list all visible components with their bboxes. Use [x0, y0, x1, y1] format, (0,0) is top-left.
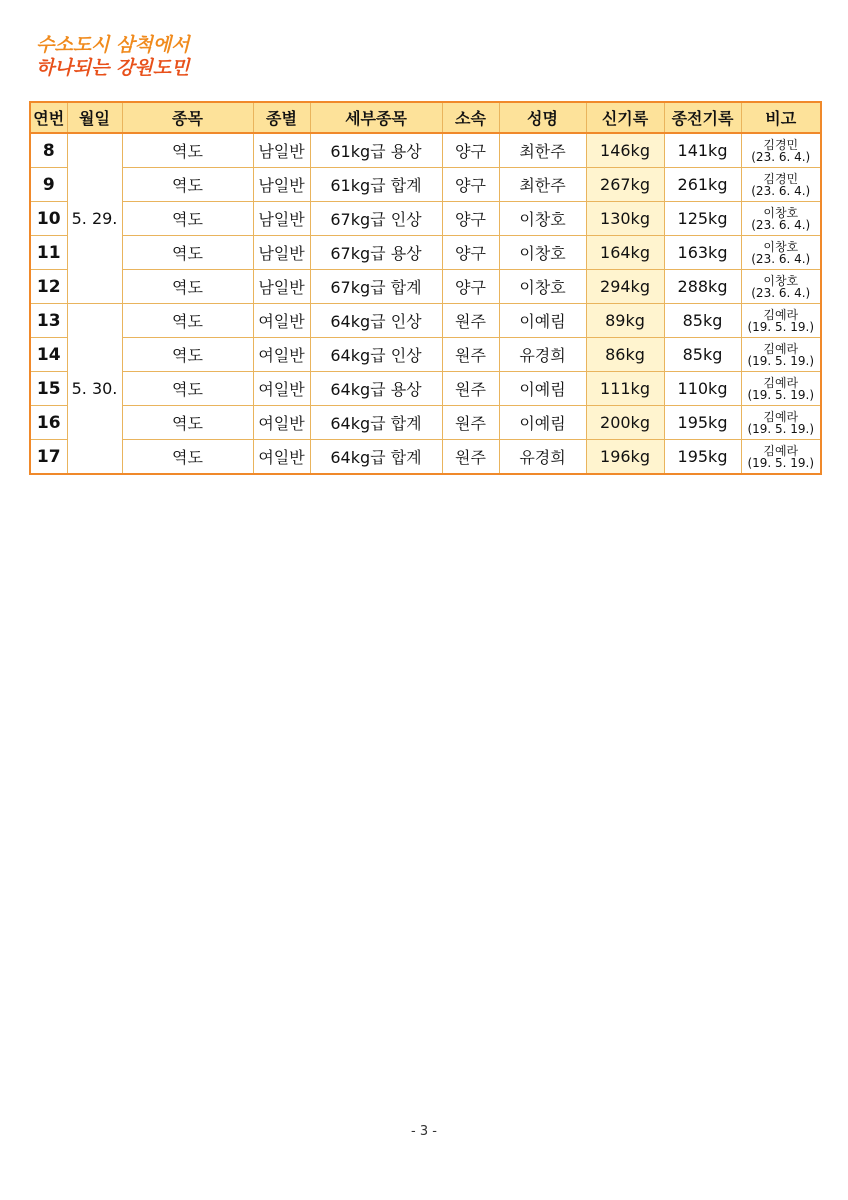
athlete-name-cell: 이예림 [499, 406, 586, 440]
note-cell [741, 406, 821, 440]
header-cell: 종목 [122, 102, 253, 133]
records-table [29, 101, 822, 475]
org-cell: 원주 [442, 440, 499, 475]
header-cell: 연번 [30, 102, 67, 133]
row-number-cell: 14 [30, 338, 67, 372]
slogan-line-2: 하나되는 강원도민 [36, 57, 190, 79]
event-cell: 64kg급 합계 [310, 406, 442, 440]
table-row [30, 270, 821, 304]
org-cell: 양구 [442, 270, 499, 304]
table-row [30, 406, 821, 440]
note-date: (19. 5. 19.) [747, 353, 815, 368]
previous-record-cell: 163kg [664, 236, 741, 270]
new-record-cell: 86kg [586, 338, 664, 372]
org-cell: 양구 [442, 168, 499, 202]
header-cell: 비고 [741, 102, 821, 133]
header-cell: 월일 [67, 102, 122, 133]
note-date: (23. 6. 4.) [751, 217, 811, 232]
class-cell: 남일반 [253, 168, 310, 202]
event-cell: 67kg급 인상 [310, 202, 442, 236]
event-cell: 64kg급 인상 [310, 304, 442, 338]
note-date: (19. 5. 19.) [747, 421, 815, 436]
table-row [30, 236, 821, 270]
class-cell: 여일반 [253, 440, 310, 475]
sport-cell: 역도 [122, 236, 253, 270]
slogan-logo [36, 34, 189, 80]
header-cell: 종전기록 [664, 102, 741, 133]
header-cell: 성명 [499, 102, 586, 133]
athlete-name-cell: 유경희 [499, 440, 586, 475]
note-name: 이창호 [763, 273, 799, 288]
event-cell: 67kg급 합계 [310, 270, 442, 304]
sport-cell: 역도 [122, 270, 253, 304]
athlete-name-cell: 이창호 [499, 202, 586, 236]
note-cell [741, 338, 821, 372]
org-cell: 원주 [442, 372, 499, 406]
note-date: (23. 6. 4.) [751, 183, 811, 198]
org-cell: 양구 [442, 236, 499, 270]
note-name: 이창호 [763, 239, 799, 254]
sport-cell: 역도 [122, 202, 253, 236]
note-cell [741, 202, 821, 236]
header-cell: 신기록 [586, 102, 664, 133]
row-number-cell: 15 [30, 372, 67, 406]
note-cell [741, 270, 821, 304]
row-number-cell: 9 [30, 168, 67, 202]
table-row [30, 338, 821, 372]
note-name: 김예라 [763, 307, 799, 322]
table-row [30, 372, 821, 406]
org-cell: 원주 [442, 304, 499, 338]
note-cell [741, 168, 821, 202]
org-cell: 양구 [442, 133, 499, 168]
previous-record-cell: 261kg [664, 168, 741, 202]
sport-cell: 역도 [122, 440, 253, 475]
class-cell: 여일반 [253, 304, 310, 338]
table-row [30, 440, 821, 475]
note-date: (23. 6. 4.) [751, 285, 811, 300]
header-cell: 소속 [442, 102, 499, 133]
class-cell: 남일반 [253, 133, 310, 168]
note-date: (19. 5. 19.) [747, 455, 815, 470]
previous-record-cell: 141kg [664, 133, 741, 168]
org-cell: 원주 [442, 338, 499, 372]
date-cell: 5. 29. [67, 133, 122, 304]
athlete-name-cell: 최한주 [499, 133, 586, 168]
class-cell: 남일반 [253, 202, 310, 236]
header-cell: 세부종목 [310, 102, 442, 133]
event-cell: 64kg급 합계 [310, 440, 442, 475]
table-header-row [30, 102, 821, 133]
table-body [30, 133, 821, 474]
previous-record-cell: 125kg [664, 202, 741, 236]
note-name: 김경민 [763, 171, 799, 186]
row-number-cell: 13 [30, 304, 67, 338]
table-row [30, 304, 821, 338]
athlete-name-cell: 이예림 [499, 372, 586, 406]
note-name: 김예라 [763, 341, 799, 356]
row-number-cell: 11 [30, 236, 67, 270]
note-date: (23. 6. 4.) [751, 149, 811, 164]
new-record-cell: 89kg [586, 304, 664, 338]
note-name: 김경민 [763, 137, 799, 152]
event-cell: 61kg급 용상 [310, 133, 442, 168]
previous-record-cell: 85kg [664, 304, 741, 338]
new-record-cell: 164kg [586, 236, 664, 270]
note-cell [741, 372, 821, 406]
org-cell: 원주 [442, 406, 499, 440]
table-row [30, 168, 821, 202]
note-date: (23. 6. 4.) [751, 251, 811, 266]
row-number-cell: 10 [30, 202, 67, 236]
row-number-cell: 16 [30, 406, 67, 440]
note-cell [741, 236, 821, 270]
date-cell: 5. 30. [67, 304, 122, 475]
previous-record-cell: 195kg [664, 406, 741, 440]
event-cell: 64kg급 인상 [310, 338, 442, 372]
new-record-cell: 200kg [586, 406, 664, 440]
sport-cell: 역도 [122, 304, 253, 338]
class-cell: 남일반 [253, 236, 310, 270]
class-cell: 여일반 [253, 372, 310, 406]
class-cell: 여일반 [253, 338, 310, 372]
athlete-name-cell: 이창호 [499, 236, 586, 270]
row-number-cell: 17 [30, 440, 67, 475]
org-cell: 양구 [442, 202, 499, 236]
note-name: 이창호 [763, 205, 799, 220]
slogan-line-1: 수소도시 삼척에서 [36, 34, 190, 56]
new-record-cell: 111kg [586, 372, 664, 406]
previous-record-cell: 288kg [664, 270, 741, 304]
event-cell: 67kg급 용상 [310, 236, 442, 270]
sport-cell: 역도 [122, 406, 253, 440]
sport-cell: 역도 [122, 168, 253, 202]
page-number: - 3 - [411, 1124, 437, 1139]
note-cell [741, 133, 821, 168]
athlete-name-cell: 최한주 [499, 168, 586, 202]
note-cell [741, 304, 821, 338]
new-record-cell: 146kg [586, 133, 664, 168]
row-number-cell: 8 [30, 133, 67, 168]
new-record-cell: 196kg [586, 440, 664, 475]
table-row [30, 133, 821, 168]
new-record-cell: 267kg [586, 168, 664, 202]
note-name: 김예라 [763, 375, 799, 390]
note-date: (19. 5. 19.) [747, 319, 815, 334]
new-record-cell: 294kg [586, 270, 664, 304]
event-cell: 61kg급 합계 [310, 168, 442, 202]
sport-cell: 역도 [122, 372, 253, 406]
note-name: 김예라 [763, 443, 799, 458]
previous-record-cell: 110kg [664, 372, 741, 406]
row-number-cell: 12 [30, 270, 67, 304]
class-cell: 남일반 [253, 270, 310, 304]
athlete-name-cell: 이창호 [499, 270, 586, 304]
athlete-name-cell: 유경희 [499, 338, 586, 372]
class-cell: 여일반 [253, 406, 310, 440]
event-cell: 64kg급 용상 [310, 372, 442, 406]
note-name: 김예라 [763, 409, 799, 424]
note-date: (19. 5. 19.) [747, 387, 815, 402]
new-record-cell: 130kg [586, 202, 664, 236]
athlete-name-cell: 이예림 [499, 304, 586, 338]
previous-record-cell: 85kg [664, 338, 741, 372]
previous-record-cell: 195kg [664, 440, 741, 475]
note-cell [741, 440, 821, 475]
sport-cell: 역도 [122, 133, 253, 168]
table-row [30, 202, 821, 236]
sport-cell: 역도 [122, 338, 253, 372]
header-cell: 종별 [253, 102, 310, 133]
